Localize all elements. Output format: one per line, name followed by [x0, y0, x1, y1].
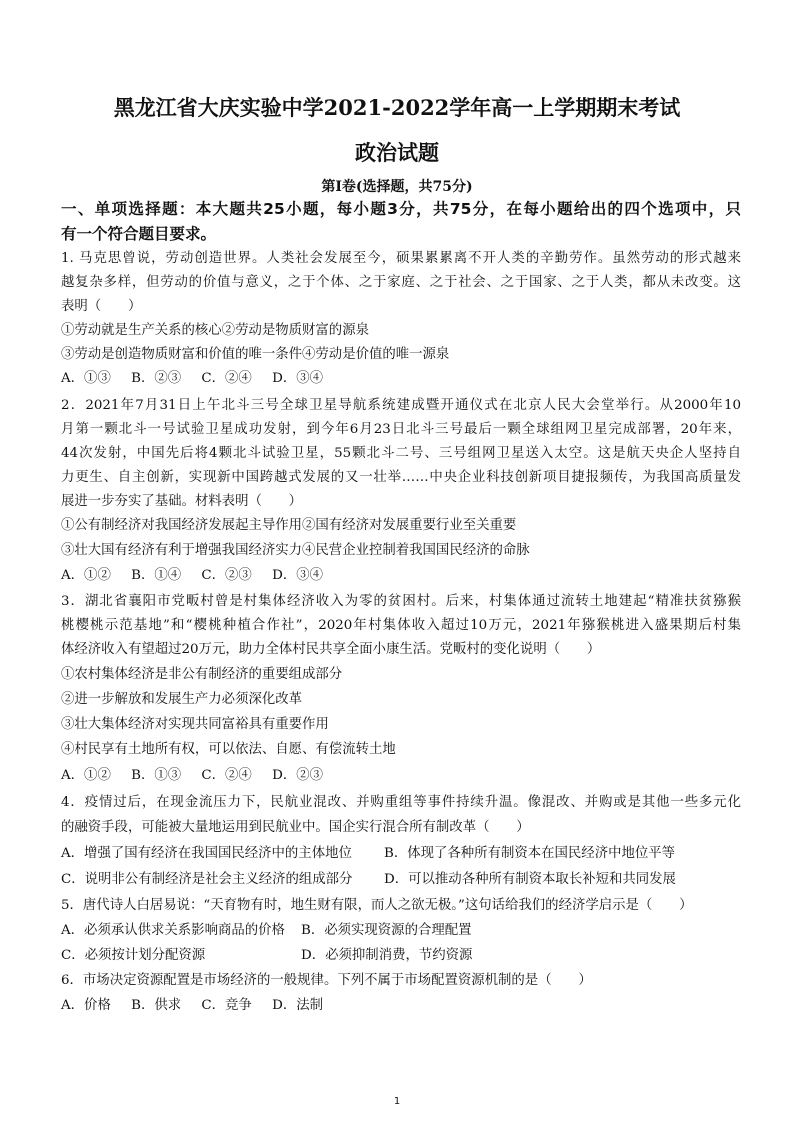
volume-heading: 第Ⅰ卷(选择题，共75分)	[321, 179, 473, 195]
q6-option-b: B．供求	[131, 998, 182, 1013]
page-number: 1	[393, 1096, 401, 1107]
q2-stem-line: 2．2021年7月31日上午北斗三号全球卫星导航系统建成暨开通仪式在北京人民大会堂举行。从2000年10	[61, 398, 741, 413]
q2-stem-line: 力更生、自主创新，实现新中国跨越式发展的又一壮举……中央企业科技创新项目捷报频传，为我国高质量发	[61, 470, 741, 485]
q5-option-a: A．必须承认供求关系影响商品的价格	[61, 923, 285, 938]
q1-option-d: D．③④	[272, 371, 323, 386]
q3-option-d: D．②③	[272, 768, 323, 783]
q6-option-a: A．价格	[61, 998, 111, 1013]
q2-option-a: A．①②	[61, 568, 111, 583]
q5-option-d: D．必须抑制消费，节约资源	[301, 948, 473, 963]
q4-option-c: C．说明非公有制经济是社会主义经济的组成部分	[61, 872, 353, 887]
q3-options	[61, 766, 741, 786]
q3-stem-line: 体经济收入有望超过20万元，助力全体村民共享全面小康生活。党畈村的变化说明（ ）	[61, 642, 601, 657]
q2-statement: ①公有制经济对我国经济发展起主导作用②国有经济对发展重要行业至关重要	[61, 518, 517, 533]
q4-stem-line: 的融资手段，可能被大量地运用到民航业中。国企实行混合所有制改革（ ）	[61, 820, 530, 835]
q2-option-b: B．①④	[131, 568, 182, 583]
q2-stem-line: 月第一颗北斗一号试验卫星成功发射，到今年6月23日北斗三号最后一颗全球组网卫星完成部署，20年来，	[61, 422, 741, 437]
q1-option-b: B．②③	[131, 371, 182, 386]
q3-option-a: A．①②	[61, 768, 111, 783]
q2-stem-line: 44次发射，中国先后将4颗北斗试验卫星，55颗北斗二号、三号组网卫星送入太空。这是航天央企人坚持自	[61, 446, 741, 461]
q1-statement: ③劳动是创造物质财富和价值的唯一条件④劳动是价值的唯一源泉	[61, 347, 450, 362]
q6-stem-line: 6．市场决定资源配置是市场经济的一般规律。下列不属于市场配置资源机制的是（ ）	[61, 973, 592, 988]
q5-stem-line: 5．唐代诗人白居易说：“天育物有时，地生财有限，而人之欲无极。”这句话给我们的经济学启示是（ ）	[61, 898, 693, 913]
exam-title: 黑龙江省大庆实验中学2021-2022学年高一上学期期末考试	[113, 95, 681, 120]
q3-statement: ②进一步解放和发展生产力必须深化改革	[61, 692, 303, 707]
q3-statement: ④村民享有土地所有权，可以依法、自愿、有偿流转土地	[61, 742, 396, 757]
q1-option-c: C．②④	[201, 371, 252, 386]
q4-option-a: A．增强了国有经济在我国国民经济中的主体地位	[61, 846, 352, 861]
q3-option-c: C．②④	[201, 768, 252, 783]
q6-option-c: C．竞争	[201, 998, 252, 1013]
q3-option-b: B．①③	[131, 768, 182, 783]
q3-statement: ①农村集体经济是非公有制经济的重要组成部分	[61, 667, 343, 682]
q1-stem-line: 表明（ ）	[61, 299, 142, 314]
q1-option-a: A．①③	[61, 371, 111, 386]
q2-option-c: C．②③	[201, 568, 252, 583]
q5-option-b: B．必须实现资源的合理配置	[301, 923, 472, 938]
q1-statement: ①劳动就是生产关系的核心②劳动是物质财富的源泉	[61, 323, 369, 338]
q3-statement: ③壮大集体经济对实现共同富裕具有重要作用	[61, 717, 329, 732]
q4-option-b: B．体现了各种所有制资本在国民经济中地位平等	[384, 846, 676, 861]
q1-stem-line: 越复杂多样，但劳动的价值与意义，之于个体、之于家庭、之于社会、之于国家、之于人类，都从未改变。这	[61, 275, 741, 290]
section-heading-line-1: 一、单项选择题：本大题共25小题，每小题3分，共75分，在每小题给出的四个选项中，只	[61, 200, 741, 218]
q3-stem-line: 3．湖北省襄阳市党畈村曾是村集体经济收入为零的贫困村。后来，村集体通过流转土地建起“精准扶贫猕猴	[61, 594, 741, 609]
q5-option-c: C．必须按计划分配资源	[61, 948, 206, 963]
q6-option-d: D．法制	[272, 998, 323, 1013]
q4-option-d: D．可以推动各种所有制资本取长补短和共同发展	[384, 872, 676, 887]
q2-statement: ③壮大国有经济有利于增强我国经济实力④民营企业控制着我国国民经济的命脉	[61, 543, 530, 558]
exam-subtitle: 政治试题	[355, 140, 439, 165]
q1-options	[61, 369, 741, 389]
q2-options	[61, 566, 741, 586]
q2-stem-line: 展进一步夯实了基础。材料表明（ ）	[61, 494, 303, 509]
q1-stem-line: 1. 马克思曾说，劳动创造世界。人类社会发展至今，硕果累累离不开人类的辛勤劳作。虽然劳动的形式越来	[61, 251, 741, 266]
section-heading-line-2: 有一个符合题目要求。	[61, 225, 217, 243]
q3-stem-line: 桃樱桃示范基地”和“樱桃种植合作社”，2020年村集体收入超过10万元，2021年猕猴桃进入盛果期后村集	[61, 618, 741, 633]
q2-option-d: D．③④	[272, 568, 323, 583]
q6-options	[61, 996, 741, 1016]
q4-stem-line: 4．疫情过后，在现金流压力下，民航业混改、并购重组等事件持续升温。像混改、并购或是其他一些多元化	[61, 795, 741, 810]
